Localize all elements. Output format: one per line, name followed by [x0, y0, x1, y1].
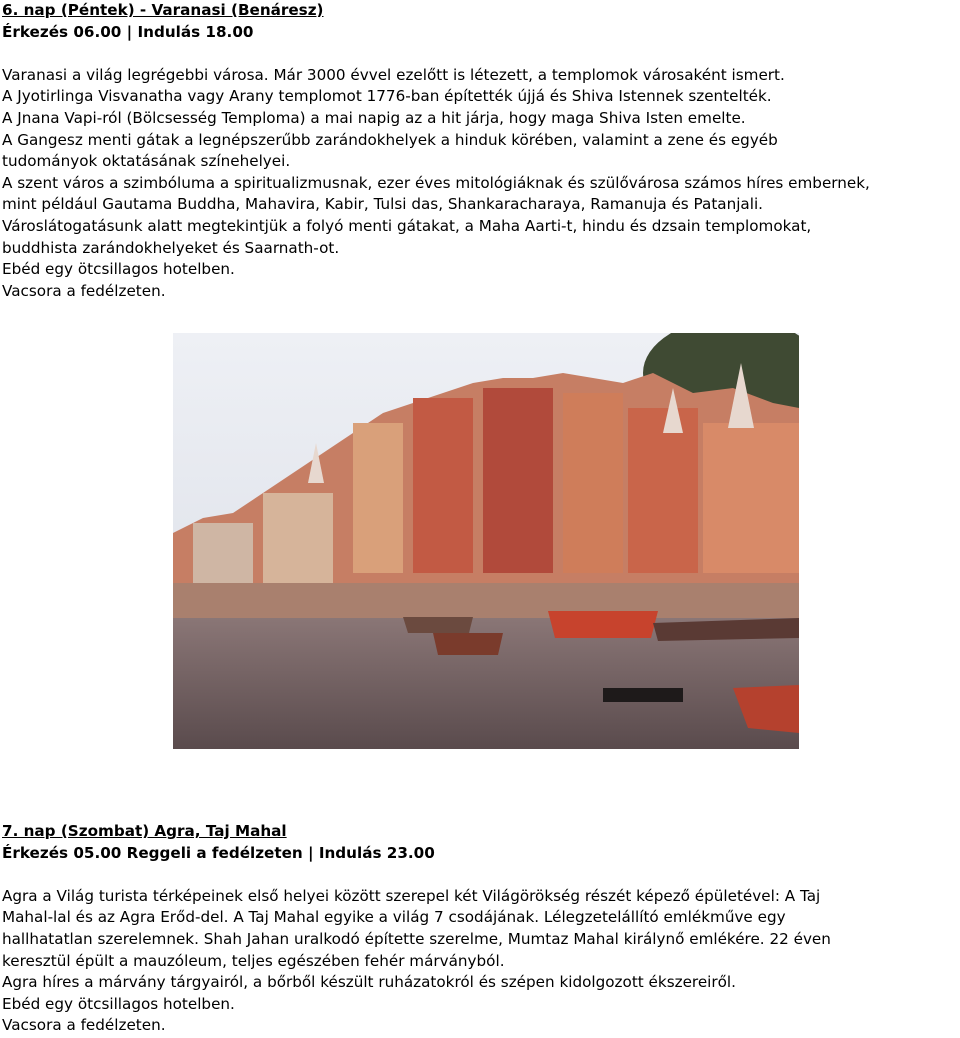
day6-paragraph: Ebéd egy ötcsillagos hotelben.: [2, 260, 235, 279]
day7-paragraph: keresztül épült a mauzóleum, teljes egészében fehér márványból.: [2, 951, 505, 970]
day6-paragraph: tudományok oktatásának színehelyei.: [2, 152, 291, 171]
day7-section: [2, 821, 831, 1037]
day6-schedule: Érkezés 06.00 | Indulás 18.00: [2, 22, 254, 41]
day6-paragraph: Vacsora a fedélzeten.: [2, 281, 166, 300]
day6-paragraph: A Gangesz menti gátak a legnépszerűbb zarándokhelyek a hinduk körében, valamint a zene és egyéb: [2, 130, 778, 149]
day6-paragraph: mint például Gautama Buddha, Mahavira, Kabir, Tulsi das, Shankaracharaya, Ramanuja és Patanjali.: [2, 195, 764, 214]
day7-paragraph: hallhatatlan szerelemnek. Shah Jahan uralkodó építette szerelme, Mumtaz Mahal királynő emlékére. 22 éven: [2, 929, 831, 948]
day6-paragraph: buddhista zarándokhelyeket és Saarnath-ot.: [2, 238, 340, 257]
day7-title: 7. nap (Szombat) Agra, Taj Mahal: [2, 822, 287, 840]
day7-paragraph: Vacsora a fedélzeten.: [2, 1016, 166, 1035]
day7-schedule: Érkezés 05.00 Reggeli a fedélzeten | Indulás 23.00: [2, 843, 435, 862]
day6-paragraph: Városlátogatásunk alatt megtekintjük a folyó menti gátakat, a Maha Aarti-t, hindu és dzsain templomokat,: [2, 216, 812, 235]
day7-paragraph: Mahal-lal és az Agra Erőd-del. A Taj Mahal egyike a világ 7 csodájának. Lélegzetelállító emlékműve egy: [2, 908, 786, 927]
day7-paragraph: Agra a Világ turista térképeinek első helyei között szerepel két Világörökség részét képező épületével: A Taj: [2, 886, 821, 905]
day6-paragraph: Varanasi a világ legrégebbi városa. Már 3000 évvel ezelőtt is létezett, a templomok városaként ismert.: [2, 65, 785, 84]
day6-paragraph: A Jnana Vapi-ról (Bölcsesség Temploma) a mai napig az a hit járja, hogy maga Shiva Isten emelte.: [2, 108, 746, 127]
day6-paragraph: A Jyotirlinga Visvanatha vagy Arany templomot 1776-ban építették újjá és Shiva Istennek szentelték.: [2, 87, 772, 106]
day6-title: 6. nap (Péntek) - Varanasi (Benáresz): [2, 1, 324, 19]
day6-paragraph: A szent város a szimbóluma a spiritualizmusnak, ezer éves mitológiáknak és szülővárosa számos híres embernek,: [2, 173, 870, 192]
day7-paragraph: Agra híres a márvány tárgyairól, a bőrből készült ruházatokról és szépen kidolgozott ékszereiről.: [2, 973, 736, 992]
ghat-steps: [173, 583, 799, 623]
day7-paragraph: Ebéd egy ötcsillagos hotelben.: [2, 994, 235, 1013]
varanasi-ghats-photo: [173, 333, 799, 749]
day6-section: [2, 0, 870, 302]
